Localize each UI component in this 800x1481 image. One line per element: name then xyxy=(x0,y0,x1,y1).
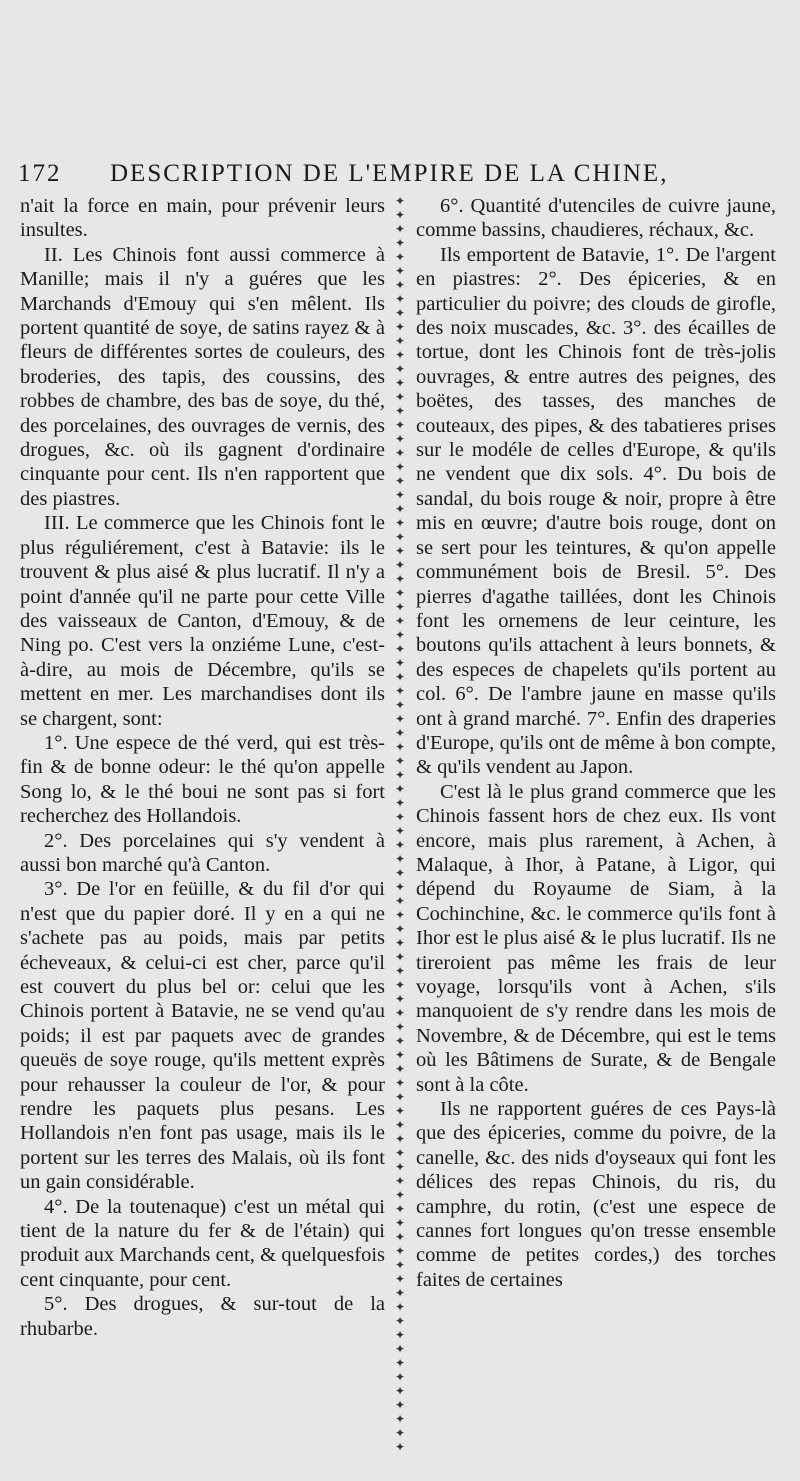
paragraph: Ils ne rapportent guéres de ces Pays-là que des épiceries, comme du poivre, de la canelle, &c. des nids d'oyseaux qui font les délices des repas Chinois, du ris, du camphre, du rotin, (c'est une espece de cannes fort longues qu'on tresse ensemble comme de petites cordes,) des torches faites de certaines xyxy=(416,1098,776,1291)
paragraph: 2°. Des porcelaines qui s'y vendent à aussi bon marché qu'à Canton. xyxy=(20,829,385,876)
paragraph: C'est là le plus grand commerce que les Chinois fassent hors de chez eux. Ils vont encore, mais plus rarement, à Achen, à Malaque, à Ihor, à Patane, à Ligor, qui dépend du Royaume de Siam, à la Cochinchine, &c. le commerce qu'ils font à Ihor est le plus aisé & le plus lucratif. Ils ne tireroient pas même les frais de leur voyage, lorsqu'ils vont à Achen, s'ils manquoient de s'y rendre dans les mois de Novembre, & de Décembre, qui est le tems où les Bâtimens de Surate, & de Bengale sont à la côte. xyxy=(416,780,776,1096)
paragraph: 3°. De l'or en feüille, & du fil d'or qui n'est que du papier doré. Il y en a qui ne s'achete pas au poids, mais par petits écheveaux, & celui-ci est cher, parce qu'il est couvert du plus bel or: celui que les Chinois portent à Batavie, ne se vend qu'au poids; il est par paquets avec de grandes queuës de soye rouge, qu'ils mettent exprès pour rehausser la couleur de l'or, & pour rendre les paquets plus pesans. Les Hollandois n'en font pas usage, mais ils le portent sur les terres des Malais, où ils font un gain considérable. xyxy=(20,878,385,1194)
left-column xyxy=(20,194,385,1341)
paragraph: 5°. Des drogues, & sur-tout de la rhubarbe. xyxy=(20,1293,385,1340)
column-ornament-divider: ✦ ✦ ✦ ✦ ✦ ✦ ✦ ✦ ✦ ✦ ✦ ✦ ✦ ✦ ✦ ✦ ✦ ✦ ✦ ✦ ✦ ✦ ✦ ✦ ✦ ✦ ✦ ✦ ✦ ✦ ✦ ✦ ✦ ✦ ✦ ✦ ✦ ✦ ✦ ✦ ✦ ✦ ✦ ✦ ✦ ✦ ✦ ✦ ✦ ✦ ✦ ✦ ✦ ✦ ✦ ✦ ✦ ✦ ✦ ✦ ✦ ✦ ✦ ✦ ✦ ✦ ✦ ✦ ✦ ✦ ✦ ✦ ✦ ✦ ✦ ✦ ✦ ✦ ✦ ✦ ✦ ✦ ✦ ✦ ✦ ✦ ✦ ✦ ✦ ✦ xyxy=(394,194,406,1454)
right-column xyxy=(416,194,776,1292)
paragraph: n'ait la force en main, pour prévenir leurs insultes. xyxy=(20,195,385,242)
paragraph: II. Les Chinois font aussi commerce à Manille; mais il n'y a guéres que les Marchands d'Emouy qui s'en mêlent. Ils portent quantité de soye, de satins rayez & à fleurs de différentes sortes de couleurs, des broderies, des tapis, des coussins, des robbes de chambre, des bas de soye, du thé, des porcelaines, des ouvrages de vernis, des drogues, &c. où ils gagnent d'ordinaire cinquante pour cent. Ils n'en rapportent que des piastres. xyxy=(20,243,385,510)
page-header xyxy=(18,160,800,194)
page-number: 172 xyxy=(18,160,62,187)
paragraph: Ils emportent de Batavie, 1°. De l'argent en piastres: 2°. Des épiceries, & en particulier du poivre; des clouds de girofle, des noix muscades, &c. 3°. des écailles de tortue, dont les Chinois font de très-jolis ouvrages, & entre autres des peignes, des boëtes, des tasses, des manches de couteaux, des pipes, & des tabatieres prises sur le modéle de celles d'Europe, & qu'ils ne vendent que dix sols. 4°. Du bois de sandal, du bois rouge & noir, propre à être mis en œuvre; d'autre bois rouge, dont on se sert pour les teintures, & qu'on appelle communément bois de Bresil. 5°. Des pierres d'agathe taillées, dont les Chinois font les ornemens de leur ceinture, les boutons qu'ils attachent à leurs bonnets, & des especes de chapelets qu'ils portent au col. 6°. De l'ambre jaune en masse qu'ils ont à grand marché. 7°. Enfin des draperies d'Europe, qu'ils ont de même à bon compte, & qu'ils vendent au Japon. xyxy=(416,243,776,779)
paragraph: 6°. Quantité d'utenciles de cuivre jaune, comme bassins, chaudieres, réchaux, &c. xyxy=(416,195,776,242)
paragraph: 4°. De la toutenaque) c'est un métal qui tient de la nature du fer & de l'étain) qui produit aux Marchands cent, & quelquesfois cent cinquante, pour cent. xyxy=(20,1195,385,1291)
paragraph: 1°. Une espece de thé verd, qui est très-fin & de bonne odeur: le thé qu'on appelle Song lo, & le thé boui ne sont pas si fort recherchez des Hollandois. xyxy=(20,731,385,828)
running-head: DESCRIPTION DE L'EMPIRE DE LA CHINE, xyxy=(110,160,669,187)
paragraph: III. Le commerce que les Chinois font le plus réguliérement, c'est à Batavie: ils le trouvent & plus aisé & plus lucratif. Il n'y a point d'année qu'il ne parte pour cette Ville des vaisseaux de Canton, d'Emouy, & de Ning po. C'est vers la onziéme Lune, c'est-à-dire, au mois de Décembre, qu'ils se mettent en mer. Les marchandises dont ils se chargent, sont: xyxy=(20,512,385,730)
